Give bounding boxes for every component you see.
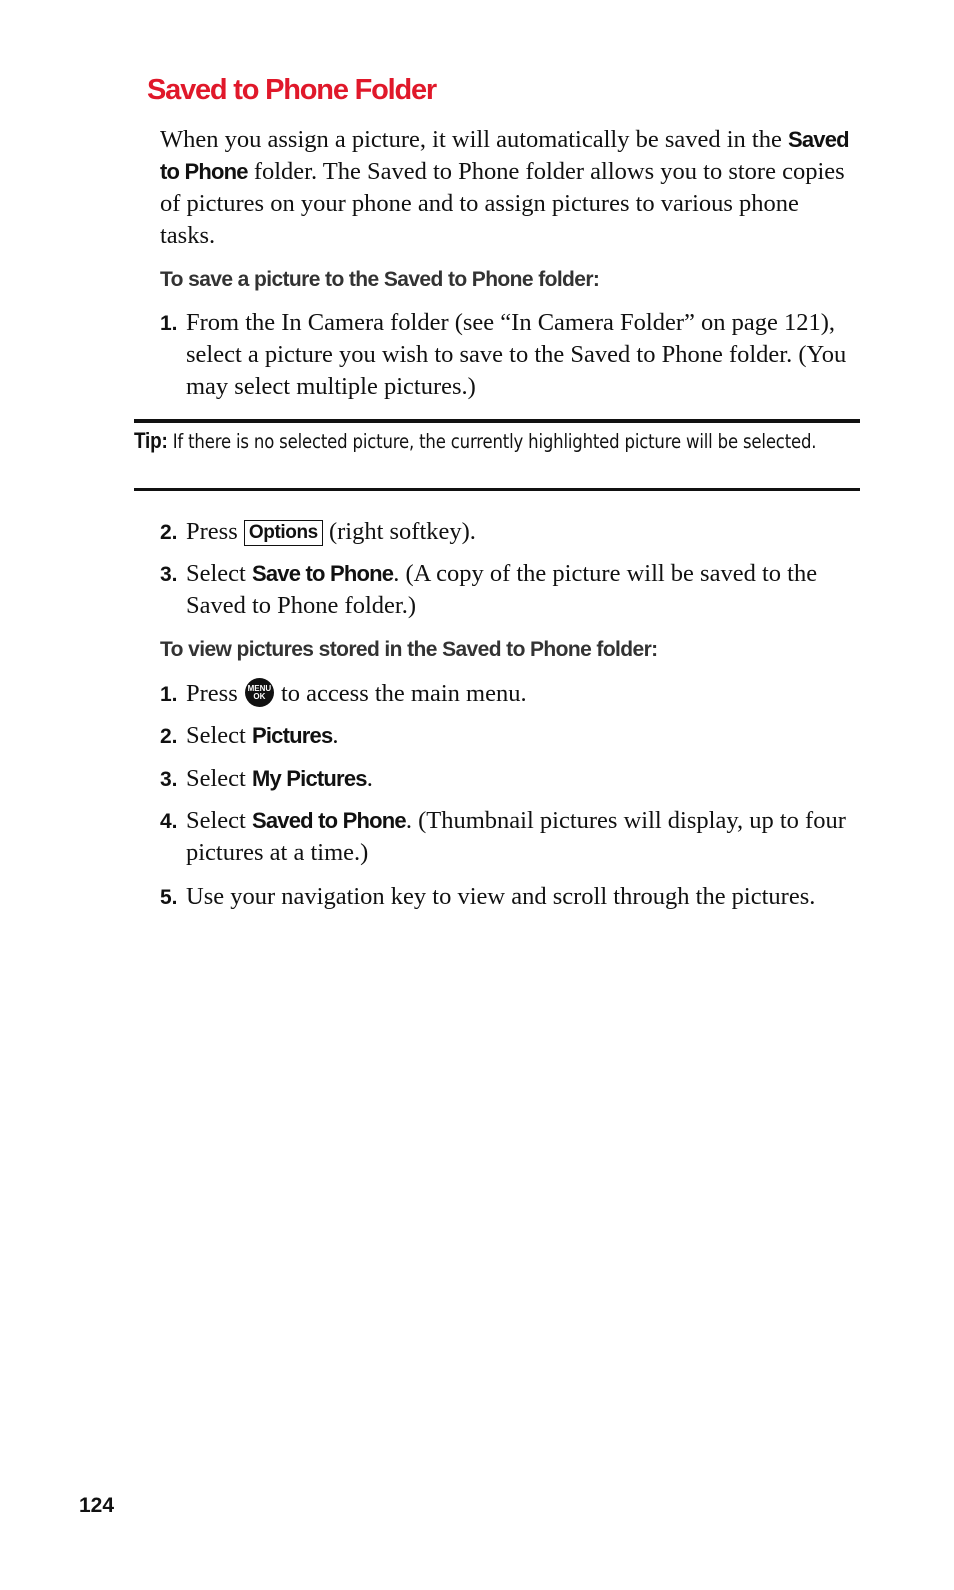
step-bold-term: Pictures <box>252 723 333 748</box>
step-text <box>186 805 865 869</box>
view-procedure-heading: To view pictures stored in the Saved to Phone folder: <box>160 638 658 661</box>
save-step-2 <box>160 516 865 548</box>
step-number: 3. <box>160 768 178 791</box>
step-text <box>186 678 865 710</box>
step-text-after: . (Thumbnail pictures will display, up to four pictures at a time.) <box>186 807 846 866</box>
step-text: Use your navigation key to view and scroll through the pictures. <box>186 883 816 910</box>
step-number: 2. <box>160 521 178 544</box>
step-text-after: (right softkey). <box>322 518 476 545</box>
intro-text-after: folder. The Saved to Phone folder allows you to store copies of pictures on your phone and to assign pictures to various phone tasks. <box>160 158 845 249</box>
tip-label: Tip: <box>134 428 168 453</box>
intro-text-before: When you assign a picture, it will automatically be saved in the <box>160 126 788 153</box>
step-number: 1. <box>160 683 178 706</box>
step-text <box>186 720 865 752</box>
step-text-before: Press <box>186 680 244 707</box>
step-number: 1. <box>160 312 178 335</box>
view-step-5 <box>160 881 865 913</box>
save-step-3 <box>160 558 865 622</box>
intro-paragraph <box>160 124 860 252</box>
step-text: From the In Camera folder (see “In Camera Folder” on page 121), select a picture you wish to save to the Saved to Phone folder. (You may select multiple pictures.) <box>186 309 847 400</box>
step-text-before: Select <box>186 765 252 792</box>
view-step-1 <box>160 678 865 710</box>
step-text <box>186 516 865 548</box>
step-text-after: . (A copy of the picture will be saved to the Saved to Phone folder.) <box>186 560 818 619</box>
save-procedure-heading: To save a picture to the Saved to Phone folder: <box>160 268 600 291</box>
menu-icon-line2: OK <box>253 692 266 701</box>
tip-text: If there is no selected picture, the currently highlighted picture will be selected. <box>167 430 817 453</box>
step-text <box>186 558 865 622</box>
page-number: 124 <box>79 1494 115 1517</box>
step-text-before: Select <box>186 560 252 587</box>
tip-top-rule <box>134 419 860 423</box>
step-number: 4. <box>160 810 178 833</box>
save-step-1 <box>160 307 865 403</box>
view-step-2 <box>160 720 865 752</box>
step-text-before: Select <box>186 722 252 749</box>
step-text-before: Press <box>186 518 244 545</box>
step-text-after: . <box>366 765 373 792</box>
menu-icon-line1: MENU <box>247 684 272 693</box>
step-text-after: to access the main menu. <box>274 680 527 707</box>
menu-ok-key-icon <box>245 678 274 707</box>
section-title: Saved to Phone Folder <box>147 74 437 106</box>
step-bold-term: My Pictures <box>252 766 367 791</box>
step-number: 2. <box>160 725 178 748</box>
step-number: 5. <box>160 886 178 909</box>
step-text-after: . <box>332 722 339 749</box>
view-step-4 <box>160 805 865 869</box>
step-text-before: Select <box>186 807 252 834</box>
options-softkey-label: Options <box>244 520 323 546</box>
step-bold-term: Save to Phone <box>252 561 394 586</box>
step-number: 3. <box>160 563 178 586</box>
tip-note <box>134 426 848 456</box>
step-text <box>186 763 865 795</box>
intro-bold-term: Saved to Phone <box>160 127 849 184</box>
step-bold-term: Saved to Phone <box>252 808 406 833</box>
view-step-3 <box>160 763 865 795</box>
tip-bottom-rule <box>134 488 860 491</box>
